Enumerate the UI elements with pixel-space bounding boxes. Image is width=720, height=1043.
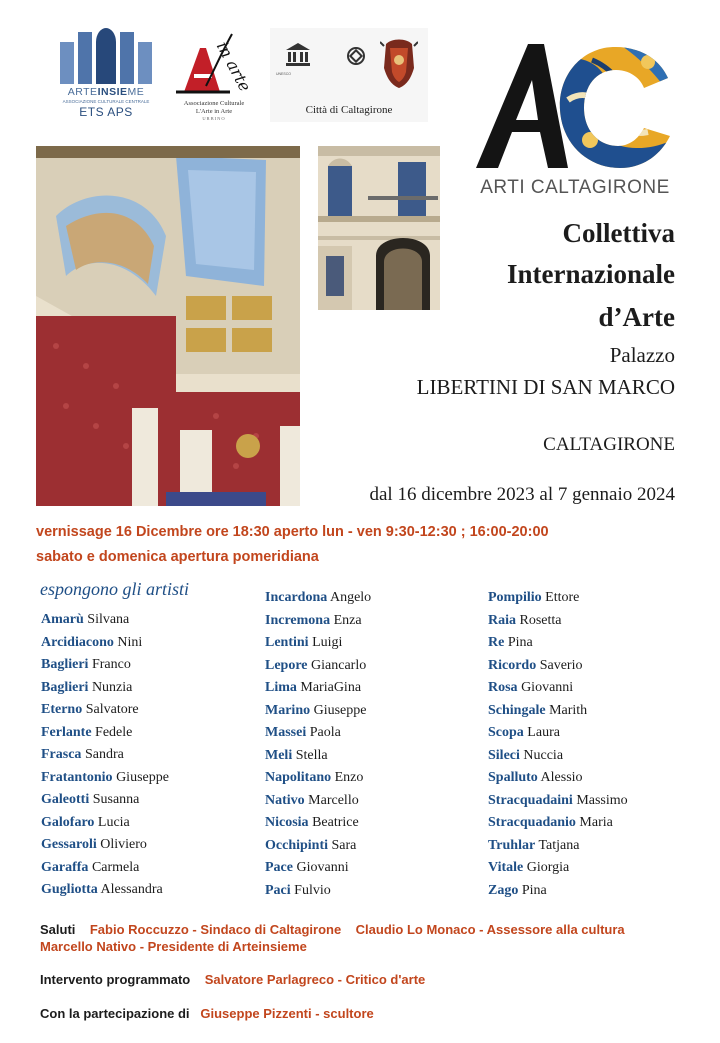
artist-entry <box>488 700 628 723</box>
arti-caltagirone-logo <box>472 40 678 200</box>
artist-entry <box>41 744 169 767</box>
artist-surname: Scopa <box>488 725 524 740</box>
artist-entry <box>41 677 169 700</box>
artist-surname: Incardona <box>265 590 328 605</box>
artist-entry <box>488 835 628 858</box>
artist-entry <box>265 632 371 655</box>
artist-given-name: Angelo <box>329 590 372 605</box>
saluti-person-1: Fabio Roccuzzo - Sindaco di Caltagirone <box>89 922 342 937</box>
ac-subtitle: ARTI CALTAGIRONE <box>480 177 670 198</box>
artist-column-1 <box>41 609 169 902</box>
artist-entry <box>488 632 628 655</box>
saluti-line-2 <box>40 939 307 954</box>
artist-surname: Pace <box>265 860 293 875</box>
artist-surname: Fratantonio <box>41 769 113 785</box>
artist-entry <box>41 609 169 632</box>
artist-surname: Gessaroli <box>41 837 97 852</box>
artist-surname: Meli <box>265 747 293 763</box>
inarte-line1: Associazione Culturale <box>183 100 245 107</box>
artist-given-name: Giovanni <box>296 860 349 875</box>
arch-logo-icon <box>60 28 152 84</box>
artist-entry <box>265 700 371 723</box>
artist-entry <box>265 610 371 633</box>
artist-surname: Rosa <box>488 680 518 695</box>
ac-monogram-icon <box>472 40 678 172</box>
artist-entry <box>488 722 628 745</box>
artist-surname: Ricordo <box>488 657 537 673</box>
event-title-line3: d’Arte <box>598 302 675 332</box>
artist-surname: Galeotti <box>41 792 90 807</box>
artist-given-name: Marith <box>549 702 588 718</box>
artist-surname: Sileci <box>488 747 520 763</box>
artist-given-name: Rosetta <box>519 612 562 628</box>
artist-entry <box>488 610 628 633</box>
artist-entry <box>265 722 371 745</box>
artist-given-name: Fedele <box>95 724 133 740</box>
artist-given-name: Alessandra <box>100 882 163 897</box>
artist-entry <box>41 834 169 857</box>
arteinsieme-status: ETS APS <box>79 105 133 119</box>
artist-entry <box>265 857 371 880</box>
artist-given-name: Susanna <box>92 792 140 807</box>
artist-entry <box>41 632 169 655</box>
saluti-label: Saluti <box>40 922 76 937</box>
hall-fresco-photo <box>36 146 300 506</box>
artist-surname: Massei <box>265 725 307 740</box>
partecipazione-label: Con la partecipazione di <box>40 1006 190 1021</box>
artist-surname: Incremona <box>265 612 331 628</box>
artist-entry <box>265 812 371 835</box>
artist-given-name: Oliviero <box>100 837 147 852</box>
artist-entry <box>41 857 169 880</box>
artist-surname: Lima <box>265 680 297 695</box>
artist-surname: Truhlar <box>488 837 536 853</box>
artist-given-name: Ettore <box>545 590 580 605</box>
artist-surname: Garaffa <box>41 859 89 875</box>
artist-entry <box>265 745 371 768</box>
artist-surname: Raia <box>488 612 516 628</box>
artist-given-name: Laura <box>527 725 560 740</box>
arteinsieme-wordmark: ARTEINSIEME <box>67 86 145 98</box>
intervento-speaker: Salvatore Parlagreco - Critico d'arte <box>204 972 426 987</box>
weekend-schedule: sabato e domenica apertura pomeridiana <box>36 549 319 565</box>
partecipazione-guest: Giuseppe Pizzenti - scultore <box>200 1006 374 1021</box>
artist-surname: Schingale <box>488 702 546 718</box>
artist-entry <box>488 790 628 813</box>
artist-given-name: Saverio <box>539 657 583 673</box>
artist-given-name: Giuseppe <box>116 769 169 785</box>
artist-given-name: Luigi <box>312 635 343 650</box>
artist-entry <box>41 767 169 790</box>
artist-entry <box>265 835 371 858</box>
artist-surname: Amarù <box>41 612 84 627</box>
artist-given-name: Paola <box>309 725 341 740</box>
artist-given-name: MariaGina <box>300 680 362 695</box>
artist-given-name: Massimo <box>576 792 628 808</box>
intervento-line <box>40 972 425 987</box>
artist-surname: Vitale <box>488 860 524 875</box>
event-dates: dal 16 dicembre 2023 al 7 gennaio 2024 <box>369 484 675 505</box>
artist-surname: Nativo <box>265 792 305 808</box>
venue-line1: Palazzo <box>609 343 675 367</box>
artist-surname: Frasca <box>41 747 82 762</box>
artist-surname: Baglieri <box>41 657 89 672</box>
artist-given-name: Maria <box>579 815 613 830</box>
city-crest-icon <box>380 38 418 90</box>
artist-entry <box>488 767 628 790</box>
inarte-line3: URBINO <box>202 116 226 121</box>
artist-entry <box>488 655 628 678</box>
arteinsieme-logo <box>56 28 156 122</box>
artist-surname: Arcidiacono <box>41 634 114 650</box>
artist-given-name: Lucia <box>97 814 130 830</box>
event-title-line1: Collettiva <box>562 218 675 248</box>
saluti-person-2: Claudio Lo Monaco - Assessore alla cultura <box>355 922 625 937</box>
artist-entry <box>488 880 628 903</box>
venue-line2: LIBERTINI DI SAN MARCO <box>416 375 675 399</box>
artist-surname: Stracquadaini <box>488 792 573 808</box>
artist-entry <box>41 722 169 745</box>
arteinsieme-subtitle: ASSOCIAZIONE CULTURALE CENTRALE <box>62 99 150 104</box>
artist-given-name: Marcello <box>308 792 359 808</box>
artist-entry <box>41 699 169 722</box>
caltagirone-logos <box>270 28 428 122</box>
artist-entry <box>488 745 628 768</box>
unesco-caption: UNESCO <box>276 72 291 76</box>
artist-given-name: Enzo <box>334 770 364 785</box>
artist-given-name: Giancarlo <box>311 657 367 673</box>
artist-surname: Spalluto <box>488 770 538 785</box>
venue-city: CALTAGIRONE <box>543 434 675 455</box>
artist-given-name: Fulvio <box>294 882 331 898</box>
artist-given-name: Enza <box>333 612 362 628</box>
artist-given-name: Nini <box>117 634 143 650</box>
artist-given-name: Giorgia <box>526 860 570 875</box>
artist-surname: Lepore <box>265 657 308 673</box>
artist-entry <box>488 587 628 610</box>
artist-given-name: Tatjana <box>538 837 580 853</box>
artist-entry <box>488 677 628 700</box>
artist-surname: Ferlante <box>41 724 92 740</box>
partecipazione-line <box>40 1006 374 1021</box>
artist-surname: Nicosia <box>265 815 309 830</box>
artist-given-name: Giovanni <box>521 680 574 695</box>
artist-entry <box>41 789 169 812</box>
artist-given-name: Nuccia <box>523 747 564 763</box>
artist-surname: Gugliotta <box>41 882 98 897</box>
city-caption: Città di Caltagirone <box>305 104 393 116</box>
artist-given-name: Franco <box>91 657 131 672</box>
artist-entry <box>41 879 169 902</box>
artist-entry <box>265 880 371 903</box>
intervento-label: Intervento programmato <box>40 972 191 987</box>
artist-surname: Paci <box>265 882 291 898</box>
artist-surname: Lentini <box>265 635 309 650</box>
artist-surname: Eterno <box>41 702 83 717</box>
artist-given-name: Silvana <box>87 612 130 627</box>
artist-surname: Occhipinti <box>265 837 329 853</box>
artist-given-name: Beatrice <box>312 815 359 830</box>
artist-given-name: Nunzia <box>91 679 133 695</box>
saluti-line <box>40 922 625 937</box>
artist-given-name: Sara <box>331 837 357 853</box>
artist-surname: Galofaro <box>41 814 95 830</box>
artist-surname: Baglieri <box>41 679 89 695</box>
artist-surname: Re <box>488 635 505 650</box>
artist-entry <box>488 857 628 880</box>
artist-given-name: Salvatore <box>85 702 139 717</box>
artist-given-name: Pina <box>507 635 533 650</box>
artist-entry <box>265 790 371 813</box>
event-title-line2: Internazionale <box>507 259 675 289</box>
artist-given-name: Alessio <box>540 770 583 785</box>
inarte-logo <box>166 26 262 124</box>
palazzo-facade-photo <box>318 146 440 310</box>
inarte-line2: L'Arte in Arte <box>195 108 233 115</box>
artist-surname: Zago <box>488 882 519 898</box>
saluti-person-3: Marcello Nativo - Presidente di Arteinsieme <box>40 939 307 954</box>
artist-given-name: Giuseppe <box>313 702 367 718</box>
artists-heading: espongono gli artisti <box>40 579 190 599</box>
artist-entry <box>265 655 371 678</box>
artist-given-name: Sandra <box>84 747 124 762</box>
artist-surname: Marino <box>265 702 311 718</box>
artist-column-3 <box>488 587 628 902</box>
artist-given-name: Stella <box>295 747 328 763</box>
unesco-temple-icon <box>284 42 312 68</box>
artist-given-name: Pina <box>521 882 547 898</box>
svg-text:in arte: in arte <box>212 38 255 95</box>
artist-given-name: Carmela <box>91 859 140 875</box>
artist-surname: Pompilio <box>488 590 542 605</box>
artist-entry <box>265 767 371 790</box>
artist-surname: Stracquadanio <box>488 815 576 830</box>
artist-entry <box>265 587 371 610</box>
world-heritage-icon <box>346 46 366 66</box>
artist-entry <box>41 654 169 677</box>
vernissage-schedule: vernissage 16 Dicembre ore 18:30 aperto lun - ven 9:30-12:30 ; 16:00-20:00 <box>36 524 549 540</box>
artist-entry <box>488 812 628 835</box>
artist-column-2 <box>265 587 371 902</box>
artist-surname: Napolitano <box>265 770 332 785</box>
artist-entry <box>265 677 371 700</box>
artist-entry <box>41 812 169 835</box>
inarte-mark-icon <box>170 26 258 98</box>
